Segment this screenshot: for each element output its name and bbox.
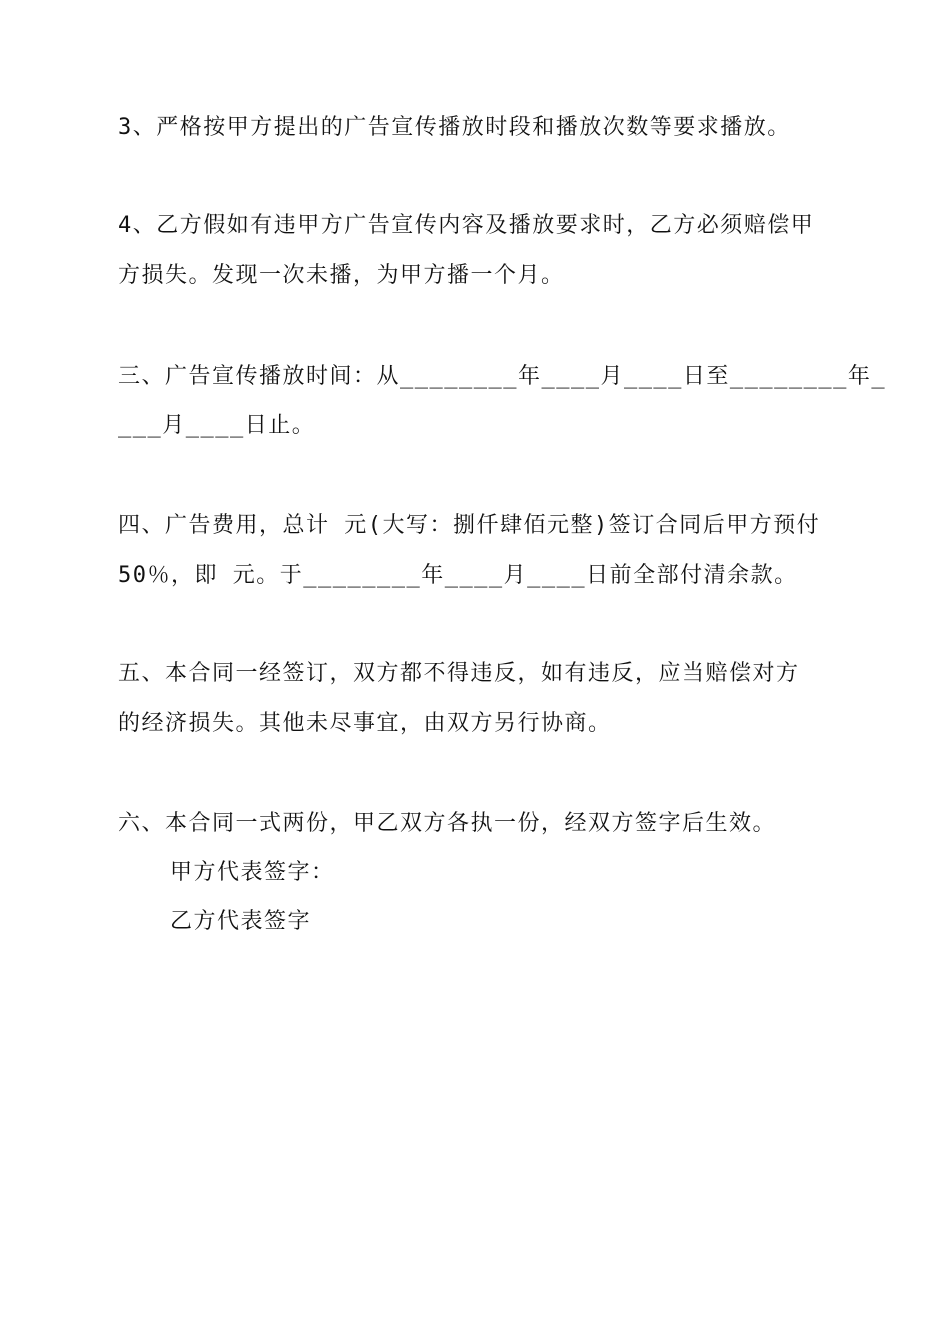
section-3-line-1: 三、广告宣传播放时间：从________年____月____日至________年_ [118, 364, 887, 389]
party-a-signature-label: 甲方代表签字： [170, 860, 335, 885]
section-4-line-1: 四、广告费用，总计 元(大写：捌仟肆佰元整)签订合同后甲方预付 [118, 513, 821, 538]
section-5-line-1: 五、本合同一经签订，双方都不得违反，如有违反，应当赔偿对方 [118, 661, 800, 686]
section-3-line-2: ___月____日止。 [118, 413, 316, 438]
clause-4-line-2: 方损失。发现一次未播，为甲方播一个月。 [118, 263, 565, 288]
clause-4-line-1: 4、乙方假如有违甲方广告宣传内容及播放要求时，乙方必须赔偿甲 [118, 213, 815, 238]
section-6-line-1: 六、本合同一式两份，甲乙双方各执一份，经双方签字后生效。 [118, 811, 777, 836]
party-b-signature-label: 乙方代表签字 [170, 909, 312, 934]
clause-3-line-1: 3、严格按甲方提出的广告宣传播放时段和播放次数等要求播放。 [118, 115, 791, 140]
section-5-line-2: 的经济损失。其他未尽事宜，由双方另行协商。 [118, 711, 612, 736]
section-4-line-2: 50％，即 元。于________年____月____日前全部付清余款。 [118, 563, 798, 588]
